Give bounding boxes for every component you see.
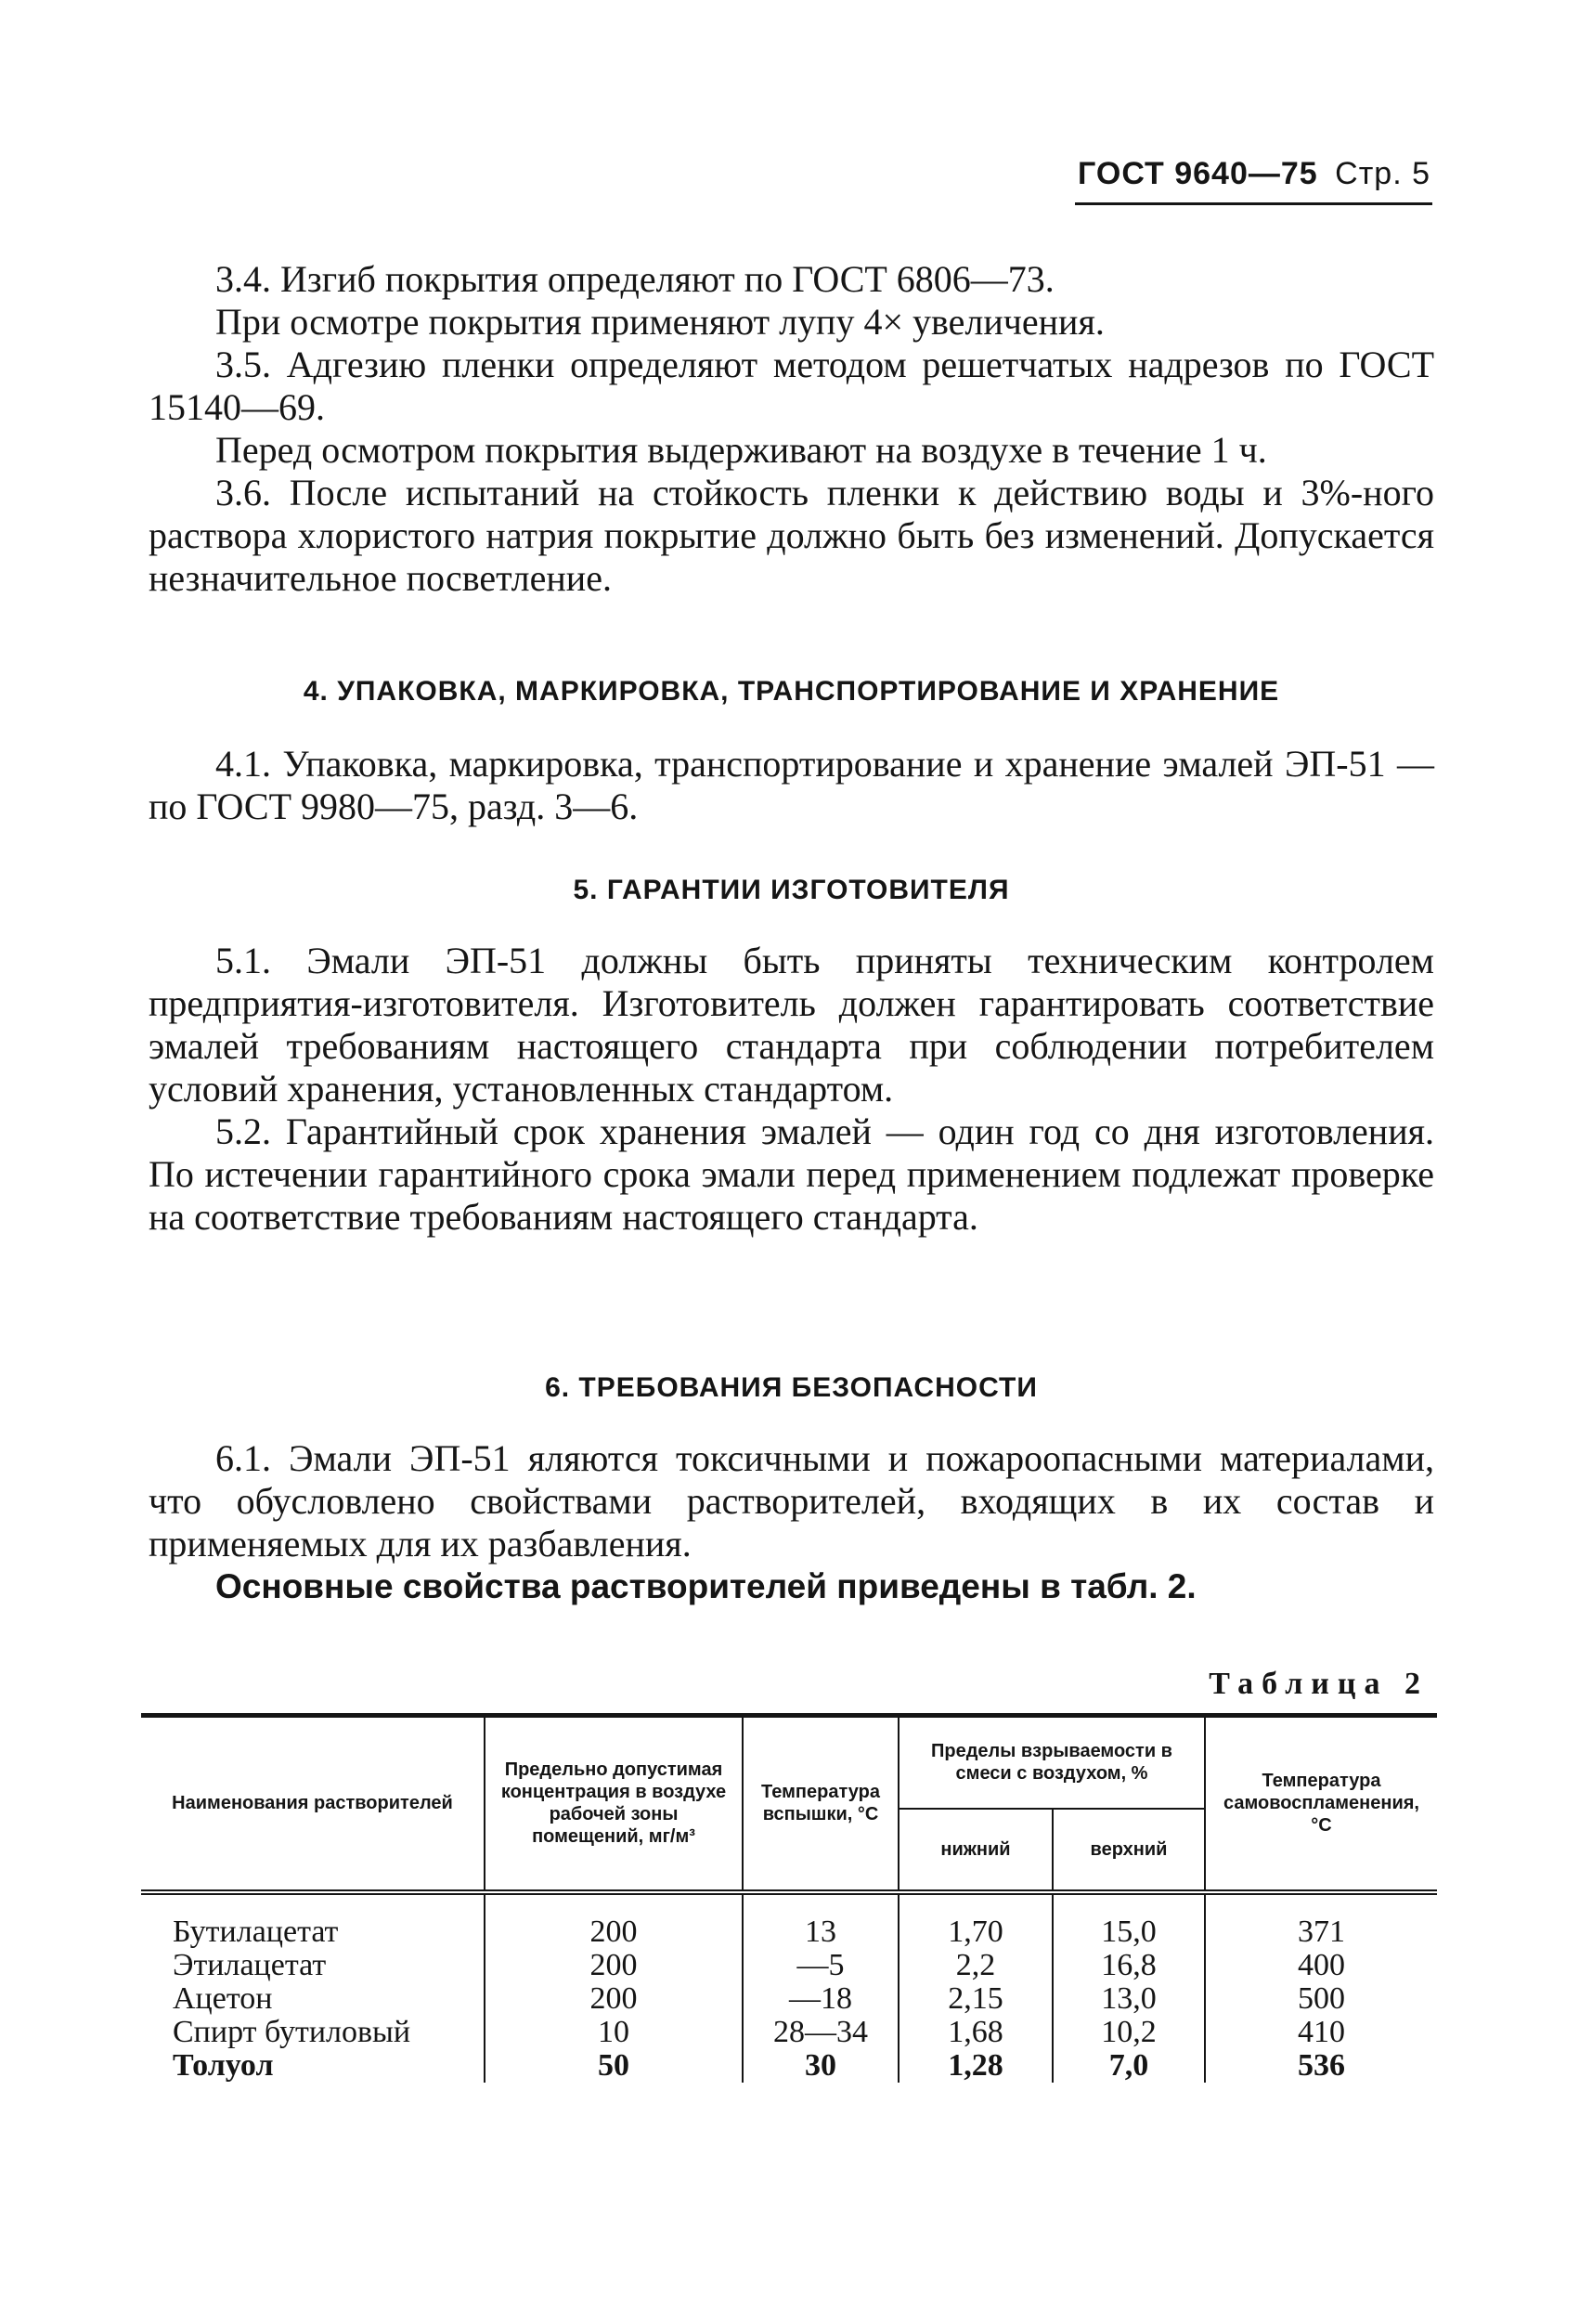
table-row	[141, 1892, 1437, 1949]
col-header-autoignition: Температура самовоспламенения, °С	[1205, 1716, 1437, 1892]
cell-upper-limit: 7,0	[1053, 2049, 1205, 2083]
cell-upper-limit: 16,8	[1053, 1949, 1205, 1982]
cell-mpc: 50	[485, 2049, 743, 2083]
section-5-heading: 5. ГАРАНТИИ ИЗГОТОВИТЕЛЯ	[573, 875, 1010, 905]
cell-autoignition: 400	[1205, 1949, 1437, 1982]
cell-autoignition: 371	[1205, 1892, 1437, 1949]
section-6-text	[149, 1437, 1434, 1608]
col-header-upper: верхний	[1053, 1809, 1205, 1892]
col-header-mpc: Предельно допустимая концентрация в воздухе рабочей зоны помещений, мг/м³	[485, 1716, 743, 1892]
cell-lower-limit: 2,15	[899, 1982, 1053, 2016]
col-header-flash-point: Температура вспышки, °С	[743, 1716, 899, 1892]
page-number: Стр. 5	[1335, 156, 1430, 191]
cell-upper-limit: 15,0	[1053, 1892, 1205, 1949]
cell-flash-point: —18	[743, 1982, 899, 2016]
cell-flash-point: 28—34	[743, 2016, 899, 2049]
section-3-text	[149, 258, 1434, 600]
paragraph-4-1: 4.1. Упаковка, маркировка, транспортирование и хранение эмалей ЭП-51 — по ГОСТ 9980—75, разд. 3—6.	[149, 743, 1434, 827]
paragraph-3-4: 3.4. Изгиб покрытия определяют по ГОСТ 6806—73.	[215, 258, 1055, 300]
cell-lower-limit: 2,2	[899, 1949, 1053, 1982]
cell-flash-point: —5	[743, 1949, 899, 1982]
col-header-explosive-limits: Пределы взрываемости в смеси с воздухом, %	[899, 1716, 1205, 1809]
cell-upper-limit: 10,2	[1053, 2016, 1205, 2049]
table-row	[141, 1982, 1437, 2016]
cell-name: Этилацетат	[173, 1947, 327, 1982]
cell-flash-point: 13	[743, 1892, 899, 1949]
col-header-lower: нижний	[899, 1809, 1053, 1892]
cell-name: Бутилацетат	[173, 1914, 339, 1949]
cell-name: Ацетон	[173, 1980, 273, 2016]
paragraph-6-1: 6.1. Эмали ЭП-51 яляются токсичными и пожароопасными материалами, что обусловлено свойствами растворителей, входящих в их состав и применяемых для их разбавления.	[149, 1437, 1434, 1564]
cell-mpc: 10	[485, 2016, 743, 2049]
cell-name: Толуол	[173, 2047, 274, 2083]
cell-upper-limit: 13,0	[1053, 1982, 1205, 2016]
header-rule	[1075, 202, 1432, 205]
table-caption: Таблица 2	[1209, 1667, 1429, 1701]
standard-number: ГОСТ 9640—75	[1078, 156, 1318, 191]
cell-lower-limit: 1,70	[899, 1892, 1053, 1949]
cell-name: Спирт бутиловый	[173, 2014, 411, 2049]
section-6-heading: 6. ТРЕБОВАНИЯ БЕЗОПАСНОСТИ	[545, 1372, 1038, 1403]
paragraph-table-reference: Основные свойства растворителей приведены в табл. 2.	[215, 1567, 1197, 1605]
paragraph-5-1: 5.1. Эмали ЭП-51 должны быть приняты техническим контролем предприятия-изготовителя. Изготовитель должен гарантировать соответствие эмалей требованиям настоящего стандарта при соблюдении потребителем условий хранения, установленных стандартом.	[149, 940, 1434, 1110]
cell-mpc: 200	[485, 1982, 743, 2016]
cell-autoignition: 500	[1205, 1982, 1437, 2016]
paragraph-inspection: Перед осмотром покрытия выдерживают на воздухе в течение 1 ч.	[215, 429, 1267, 471]
section-4-text	[149, 743, 1434, 828]
section-4-heading: 4. УПАКОВКА, МАРКИРОВКА, ТРАНСПОРТИРОВАНИЕ И ХРАНЕНИЕ	[303, 676, 1280, 707]
paragraph-3-5: 3.5. Адгезию пленки определяют методом решетчатых надрезов по ГОСТ 15140—69.	[149, 344, 1434, 428]
running-header	[1078, 156, 1430, 192]
table-row	[141, 2049, 1437, 2083]
table-row	[141, 2016, 1437, 2049]
table-row	[141, 1949, 1437, 1982]
solvent-properties-table	[141, 1713, 1437, 2083]
paragraph-5-2: 5.2. Гарантийный срок хранения эмалей — один год со дня изготовления. По истечении гарантийного срока эмали перед применением подлежат проверке на соответствие требованиям настоящего стандарта.	[149, 1110, 1434, 1238]
cell-mpc: 200	[485, 1949, 743, 1982]
cell-mpc: 200	[485, 1892, 743, 1949]
paragraph-3-6: 3.6. После испытаний на стойкость пленки к действию воды и 3%-ного раствора хлористого натрия покрытие должно быть без изменений. Допускается незначительное посветление.	[149, 472, 1434, 599]
paragraph-magnifier: При осмотре покрытия применяют лупу 4× увеличения.	[215, 301, 1105, 343]
cell-lower-limit: 1,68	[899, 2016, 1053, 2049]
col-header-name: Наименования растворителей	[141, 1716, 485, 1892]
cell-lower-limit: 1,28	[899, 2049, 1053, 2083]
cell-autoignition: 410	[1205, 2016, 1437, 2049]
section-5-text	[149, 940, 1434, 1239]
cell-flash-point: 30	[743, 2049, 899, 2083]
cell-autoignition: 536	[1205, 2049, 1437, 2083]
